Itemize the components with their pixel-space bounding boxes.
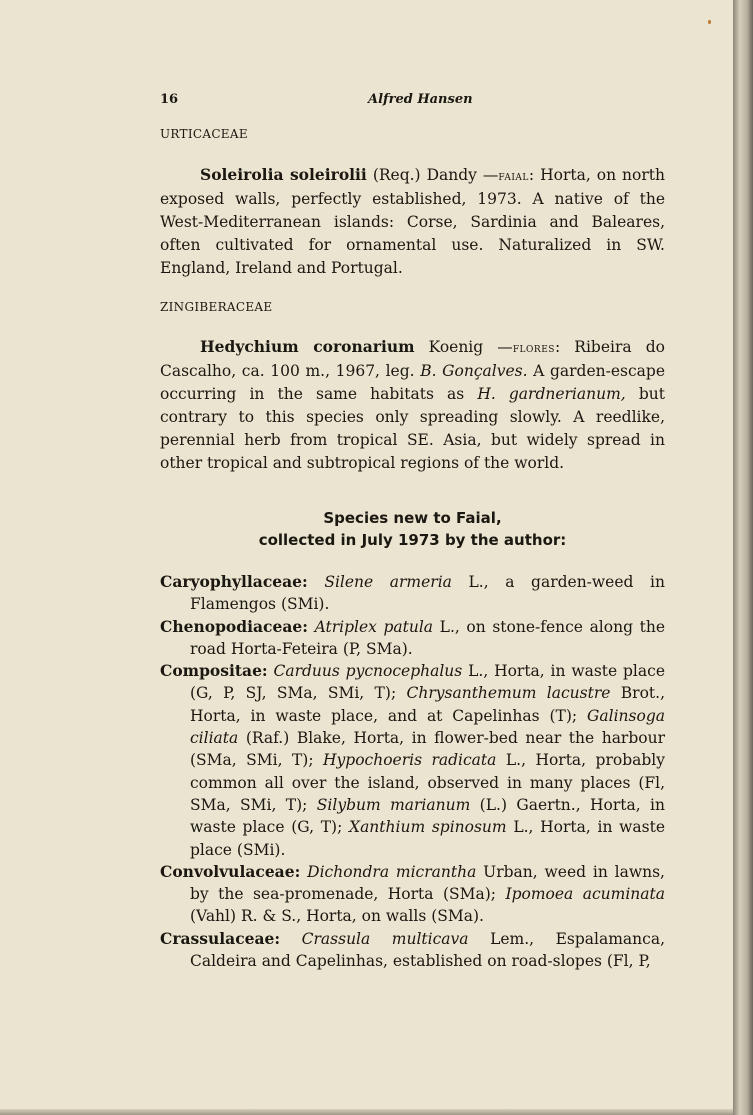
entry-text: (Raf.) Blake, Horta, in flower-bed near the harbour (SMa, SMi, T); <box>190 729 665 770</box>
entry-chenopodiaceae <box>160 616 665 661</box>
heading-line: collected in July 1973 by the author: <box>258 531 567 549</box>
species-name: Atriplex patula <box>314 617 434 636</box>
entry-caryophyllaceae <box>160 571 665 616</box>
collector-name: B. Gonçalves. <box>420 362 528 380</box>
species-name: Soleirolia soleirolii <box>200 165 367 184</box>
page-number: 16 <box>160 92 179 107</box>
entry-text: (Vahl) R. & S., Horta, on walls (SMa). <box>190 907 484 926</box>
family-name: Crassulaceae: <box>160 928 281 948</box>
section-label-zingiberaceae: ZINGIBERACEAE <box>160 300 273 314</box>
page-edge-right <box>733 0 753 1115</box>
running-head: Alfred Hansen <box>368 92 473 107</box>
entry-text: Brot., Horta, in waste place, and at Capelinhas (T); <box>190 684 665 725</box>
reference-species: H. gardnerianum, <box>477 385 626 403</box>
heading-line: Species new to Faial, <box>323 509 502 527</box>
family-name: Compositae: <box>160 661 268 681</box>
paragraph-zingiberaceae <box>160 335 665 475</box>
family-name: Caryophyllaceae: <box>160 572 308 591</box>
island-name: faial <box>498 169 529 184</box>
species-name: Crassula multicava <box>301 929 469 948</box>
paragraph-urticaceae <box>160 163 665 280</box>
entry-compositae <box>160 660 665 861</box>
entry-text: Lem., Espalamanca, Caldeira and Capelinhas, established on road-slopes (Fl, P, <box>190 929 665 971</box>
species-name: Chrysanthemum lacustre <box>406 684 611 703</box>
species-name: Carduus pycnocephalus <box>273 662 463 681</box>
entry-text: L., on stone-fence along the road Horta-Feteira (P, SMa). <box>190 617 665 658</box>
paragraph-text: : Ribeira do Cascalho, ca. 100 m., 1967, leg. <box>160 338 665 380</box>
species-name: Silybum marianum <box>316 795 471 814</box>
species-authority: Koenig — <box>428 338 513 356</box>
family-name: Convolvulaceae: <box>160 861 301 881</box>
species-name: Galinsoga ciliata <box>190 706 665 748</box>
species-entries <box>160 571 665 972</box>
entry-text: L., Horta, in waste place (SMi). <box>190 818 666 859</box>
species-name: Hedychium coronarium <box>200 337 415 356</box>
island-name: flores <box>512 341 555 356</box>
species-name: Ipomoea acuminata <box>505 885 665 904</box>
entry-text: (L.) Gaertn., Horta, in waste place (G, T); <box>190 795 665 837</box>
entry-text: L., a garden-weed in Flamengos (SMi). <box>190 573 665 614</box>
species-list-heading <box>160 507 665 551</box>
paragraph-text: but contrary to this species only spreading slowly. A reedlike, perennial herb from tropical SE. Asia, but widely spread in other tropical and subtropical regions of the world. <box>160 385 665 472</box>
species-authority: (Req.) Dandy — <box>372 166 499 184</box>
paper-speck <box>708 20 711 24</box>
entry-text: L., Horta, probably common all over the island, observed in many places (Fl, SMa, SMi, T); <box>190 751 666 814</box>
paragraph-text: A garden-escape occurring in the same habitats as <box>160 362 665 403</box>
section-label-urticaceae: URTICACEAE <box>160 127 248 141</box>
entry-crassulaceae <box>160 928 665 973</box>
family-name: Chenopodiaceae: <box>160 616 308 636</box>
entry-text: Urban, weed in lawns, by the sea-promenade, Horta (SMa); <box>190 862 665 904</box>
species-name: Silene armeria <box>324 573 452 591</box>
page-header <box>160 92 665 112</box>
species-name: Dichondra micrantha <box>307 862 477 881</box>
entry-convolvulaceae <box>160 861 665 928</box>
paragraph-text: : Horta, on north exposed walls, perfectly established, 1973. A native of the West-Mediterranean islands: Corse, Sardinia and Baleares, often cultivated for ornamental use. Naturalized in SW. England, Ireland and Portugal. <box>160 166 665 277</box>
page-edge-bottom <box>0 1109 733 1115</box>
species-name: Hypochoeris radicata <box>323 751 497 770</box>
entry-text: L., Horta, in waste place (G, P, SJ, SMa, SMi, T); <box>190 662 665 703</box>
species-name: Xanthium spinosum <box>349 818 507 837</box>
